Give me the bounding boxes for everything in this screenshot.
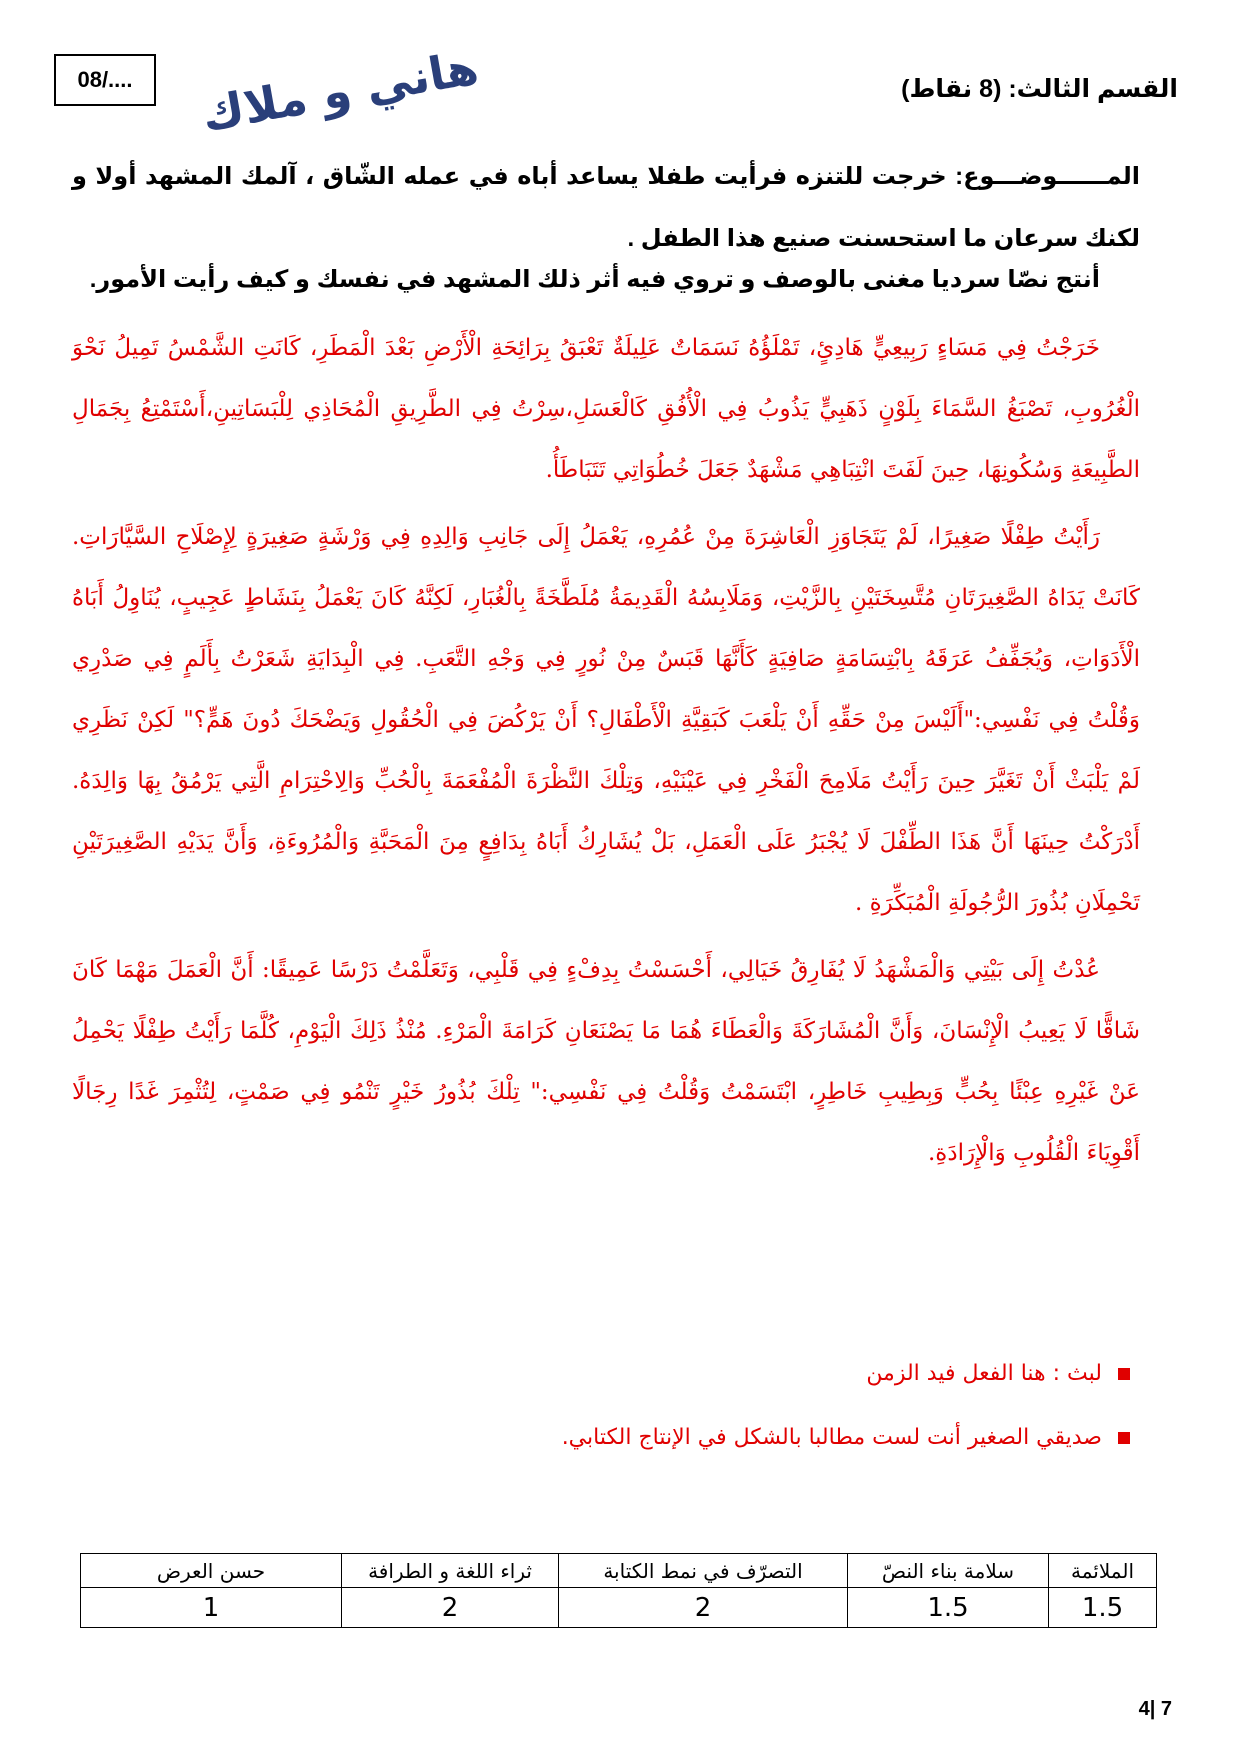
essay-body	[72, 318, 1140, 1190]
square-bullet-icon	[1118, 1432, 1130, 1444]
note-item	[72, 1358, 1140, 1390]
instruction: أنتج نصّا سرديا مغنى بالوصف و تروي فيه أثر ذلك المشهد في نفسك و كيف رأيت الأمور.	[89, 266, 1100, 293]
essay-paragraph-3: عُدْتُ إِلَى بَيْتِي وَالْمَشْهَدُ لَا يُفَارِقُ خَيَالِي، أَحْسَسْتُ بِدِفْءٍ فِي قَلْبِي، وَتَعَلَّمْتُ دَرْسًا عَمِيقًا: أَنَّ الْعَمَلَ مَهْمَا كَانَ شَاقًّا لَا يَعِيبُ الْإِنْسَانَ، وَأَنَّ الْمُشَارَكَةَ وَالْعَطَاءَ هُمَا مَا يَصْنَعَانِ كَرَامَةَ الْمَرْءِ. مُنْذُ ذَلِكَ الْيَوْمِ، كُلَّمَا رَأَيْتُ طِفْلًا يَحْمِلُ عَنْ غَيْرِهِ عِبْئًا بِحُبٍّ وَبِطِيبِ خَاطِرٍ، ابْتَسَمْتُ وَقُلْتُ فِي نَفْسِي:" تِلْكَ بُذُورُ خَيْرٍ تَنْمُو فِي صَمْتٍ، لِتُثْمِرَ غَدًا رِجَالًا أَقْوِيَاءَ الْقُلُوبِ وَالْإِرَادَةِ.	[72, 957, 1140, 1166]
teacher-notes	[72, 1358, 1140, 1486]
note-text: لبث : هنا الفعل فيد الزمن	[866, 1361, 1102, 1386]
rubric-value-row	[81, 1588, 1157, 1628]
rubric-value-cell: 1.5	[1049, 1588, 1157, 1628]
square-bullet-icon	[1118, 1368, 1130, 1380]
rubric-header-row	[81, 1554, 1157, 1588]
rubric-header-cell: ثراء اللغة و الطرافة	[342, 1554, 559, 1588]
rubric-header-cell: سلامة بناء النصّ	[848, 1554, 1049, 1588]
note-text: صديقي الصغير أنت لست مطالبا بالشكل في الإنتاج الكتابي.	[561, 1425, 1102, 1450]
page-number: 4| 7	[1138, 1698, 1172, 1720]
rubric-value-cell: 1	[81, 1588, 342, 1628]
note-item	[72, 1422, 1140, 1454]
rubric-header-cell: الملائمة	[1049, 1554, 1157, 1588]
rubric-value-cell: 2	[342, 1588, 559, 1628]
rubric-value-cell: 2	[559, 1588, 848, 1628]
topic-statement: المــــــوضـــوع: خرجت للتنزه فرأيت طفلا يساعد أباه في عمله الشّاق ، آلمك المشهد أولا و لكنك سرعان ما استحسنت صنيع هذا الطفل .	[72, 163, 1140, 252]
rubric-header-cell: حسن العرض	[81, 1554, 342, 1588]
student-names: هاني و ملاك	[197, 40, 483, 142]
score-box: 08/....	[54, 54, 156, 106]
grading-rubric-table	[80, 1553, 1157, 1628]
essay-paragraph-2: رَأَيْتُ طِفْلًا صَغِيرًا، لَمْ يَتَجَاوَزِ الْعَاشِرَةَ مِنْ عُمُرِهِ، يَعْمَلُ إِلَى جَانِبِ وَالِدِهِ فِي وَرْشَةٍ صَغِيرَةٍ لِإِصْلَاحِ السَّيَّارَاتِ. كَانَتْ يَدَاهُ الصَّغِيرَتَانِ مُتَّسِخَتَيْنِ بِالزَّيْتِ، وَمَلَابِسُهُ الْقَدِيمَةُ مُلَطَّخَةً بِالْغُبَارِ، لَكِنَّهُ كَانَ يَعْمَلُ بِنَشَاطٍ عَجِيبٍ، يُنَاوِلُ أَبَاهُ الْأَدَوَاتِ، وَيُجَفِّفُ عَرَقَهُ بِابْتِسَامَةٍ صَافِيَةٍ كَأَنَّهَا قَبَسٌ مِنْ نُورٍ فِي وَجْهِ التَّعَبِ. فِي الْبِدَايَةِ شَعَرْتُ بِأَلَمٍ فِي صَدْرِي وَقُلْتُ فِي نَفْسِي:"أَلَيْسَ مِنْ حَقِّهِ أَنْ يَلْعَبَ كَبَقِيَّةِ الْأَطْفَالِ؟ أَنْ يَرْكُضَ فِي الْحُقُولِ وَيَضْحَكَ دُونَ هَمٍّ؟" لَكِنْ نَظَرِي لَمْ يَلْبَثْ أَنْ تَغَيَّرَ حِينَ رَأَيْتُ مَلَامِحَ الْفَخْرِ فِي عَيْنَيْهِ، وَتِلْكَ النَّظْرَةَ الْمُفْعَمَةَ بِالْحُبِّ وَالِاحْتِرَامِ الَّتِي يَرْمُقُ بِهَا وَالِدَهُ. أَدْرَكْتُ حِينَهَا أَنَّ هَذَا الطِّفْلَ لَا يُجْبَرُ عَلَى الْعَمَلِ، بَلْ يُشَارِكُ أَبَاهُ بِدَافِعٍ مِنَ الْمَحَبَّةِ وَالْمُرُوءَةِ، وَأَنَّ يَدَيْهِ الصَّغِيرَتَيْنِ تَحْمِلَانِ بُذُورَ الرُّجُولَةِ الْمُبَكِّرَةِ .	[72, 524, 1140, 916]
section-title: القسم الثالث: (8 نقاط)	[901, 75, 1178, 103]
rubric-header-cell: التصرّف في نمط الكتابة	[559, 1554, 848, 1588]
rubric-value-cell: 1.5	[848, 1588, 1049, 1628]
essay-paragraph-1: خَرَجْتُ فِي مَسَاءٍ رَبِيعِيٍّ هَادِئٍ، تَمْلَؤُهُ نَسَمَاتٌ عَلِيلَةٌ تَعْبَقُ بِرَائِحَةِ الْأَرْضِ بَعْدَ الْمَطَرِ، كَانَتِ الشَّمْسُ تَمِيلُ نَحْوَ الْغُرُوبِ، تَصْبَغُ السَّمَاءَ بِلَوْنٍ ذَهَبِيٍّ يَذُوبُ فِي الْأُفُقِ كَالْعَسَلِ،سِرْتُ فِي الطَّرِيقِ الْمُحَاذِي لِلْبَسَاتِينِ،أَسْتَمْتِعُ بِجَمَالِ الطَّبِيعَةِ وَسُكُونِهَا، حِينَ لَفَتَ انْتِبَاهِي مَشْهَدٌ جَعَلَ خُطُوَاتِي تَتَبَاطَأُ.	[72, 335, 1140, 483]
